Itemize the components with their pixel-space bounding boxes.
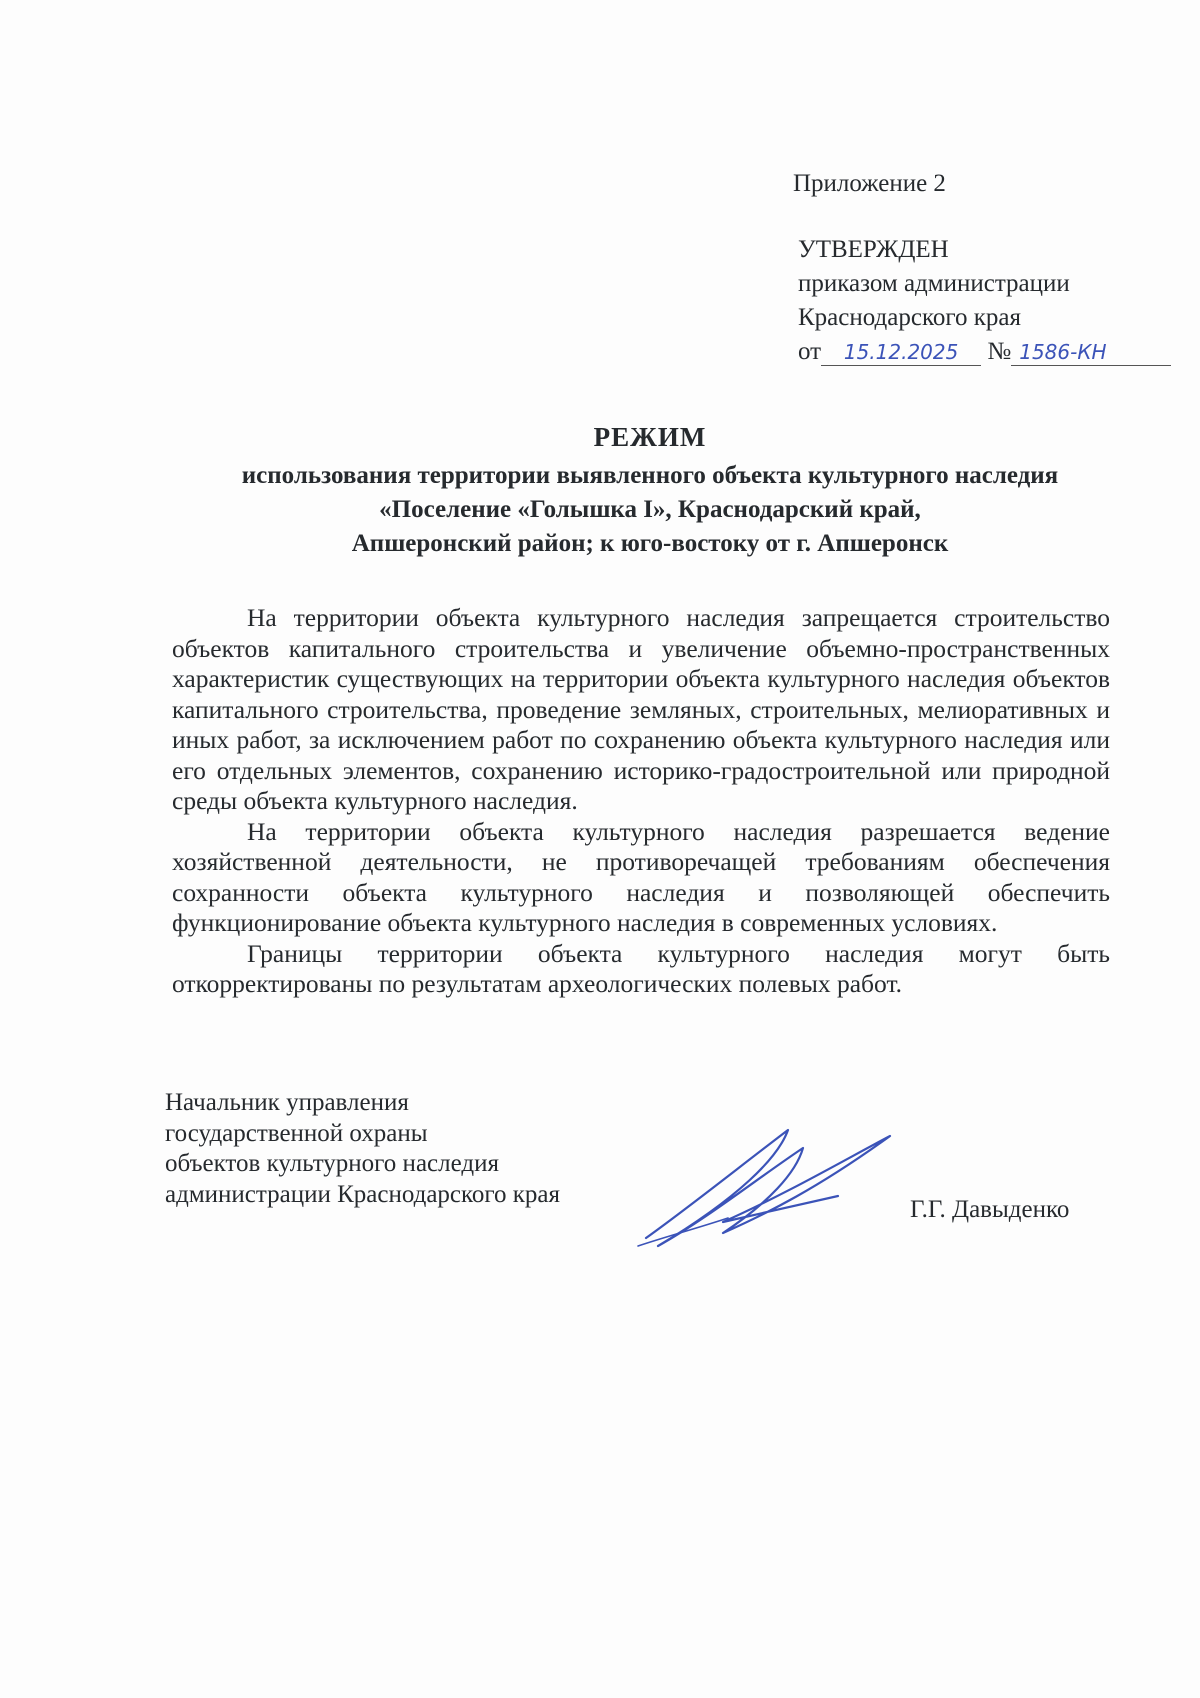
handwritten-signature bbox=[628, 1118, 898, 1258]
signatory-position bbox=[165, 1088, 560, 1210]
approved-label: УТВЕРЖДЕН bbox=[798, 236, 949, 263]
date-field bbox=[821, 339, 981, 366]
paragraph-permission: На территории объекта культурного наследия разрешается ведение хозяйственной деятельности, не противоречащей требованиям обеспечения сохранности объекта культурного наследия и позволяющей обеспечить функционирование объекта культурного наследия в современных условиях. bbox=[172, 816, 1110, 937]
approved-by-line-2: Краснодарского края bbox=[798, 304, 1021, 331]
signatory-name: Г.Г. Давыденко bbox=[910, 1196, 1070, 1223]
title-line-1: использования территории выявленного объекта культурного наследия bbox=[241, 462, 1059, 489]
paragraph-prohibition: На территории объекта культурного наследия запрещается строительство объектов капитального строительства и увеличение объемно-пространственных характеристик существующих на территории объекта культурного наследия объектов капитального строительства, проведение земляных, строительных, мелиоративных и иных работ, за исключением работ по сохранению объекта культурного наследия или его отдельных элементов, сохранению историко-градостроительной или природной среды объекта культурного наследия. bbox=[172, 603, 1110, 815]
title-line-3: Апшеронский район; к юго-востоку от г. Апшеронск bbox=[351, 530, 949, 557]
position-line-1: Начальник управления bbox=[165, 1089, 409, 1116]
date-prefix: от bbox=[798, 338, 822, 365]
title-heading: РЕЖИМ bbox=[593, 422, 707, 452]
handwritten-number: 1586-КН bbox=[1019, 340, 1107, 364]
document-title bbox=[150, 422, 1150, 561]
order-date-number-line bbox=[798, 335, 1171, 369]
position-line-2: государственной охраны bbox=[165, 1119, 428, 1147]
number-prefix: № bbox=[987, 338, 1012, 365]
approval-block bbox=[798, 233, 1171, 369]
approved-by-line-1: приказом администрации bbox=[798, 270, 1070, 297]
number-field bbox=[1011, 339, 1171, 366]
title-line-2: «Поселение «Голышка I», Краснодарский край, bbox=[379, 496, 921, 523]
handwritten-date: 15.12.2025 bbox=[843, 340, 959, 364]
appendix-label: Приложение 2 bbox=[793, 170, 946, 197]
paragraph-boundaries: Границы территории объекта культурного наследия могут быть откорректированы по результатам археологических полевых работ. bbox=[172, 938, 1110, 998]
document-body bbox=[172, 603, 1110, 1000]
position-line-4: администрации Краснодарского края bbox=[165, 1180, 561, 1208]
position-line-3: объектов культурного наследия bbox=[165, 1150, 499, 1177]
